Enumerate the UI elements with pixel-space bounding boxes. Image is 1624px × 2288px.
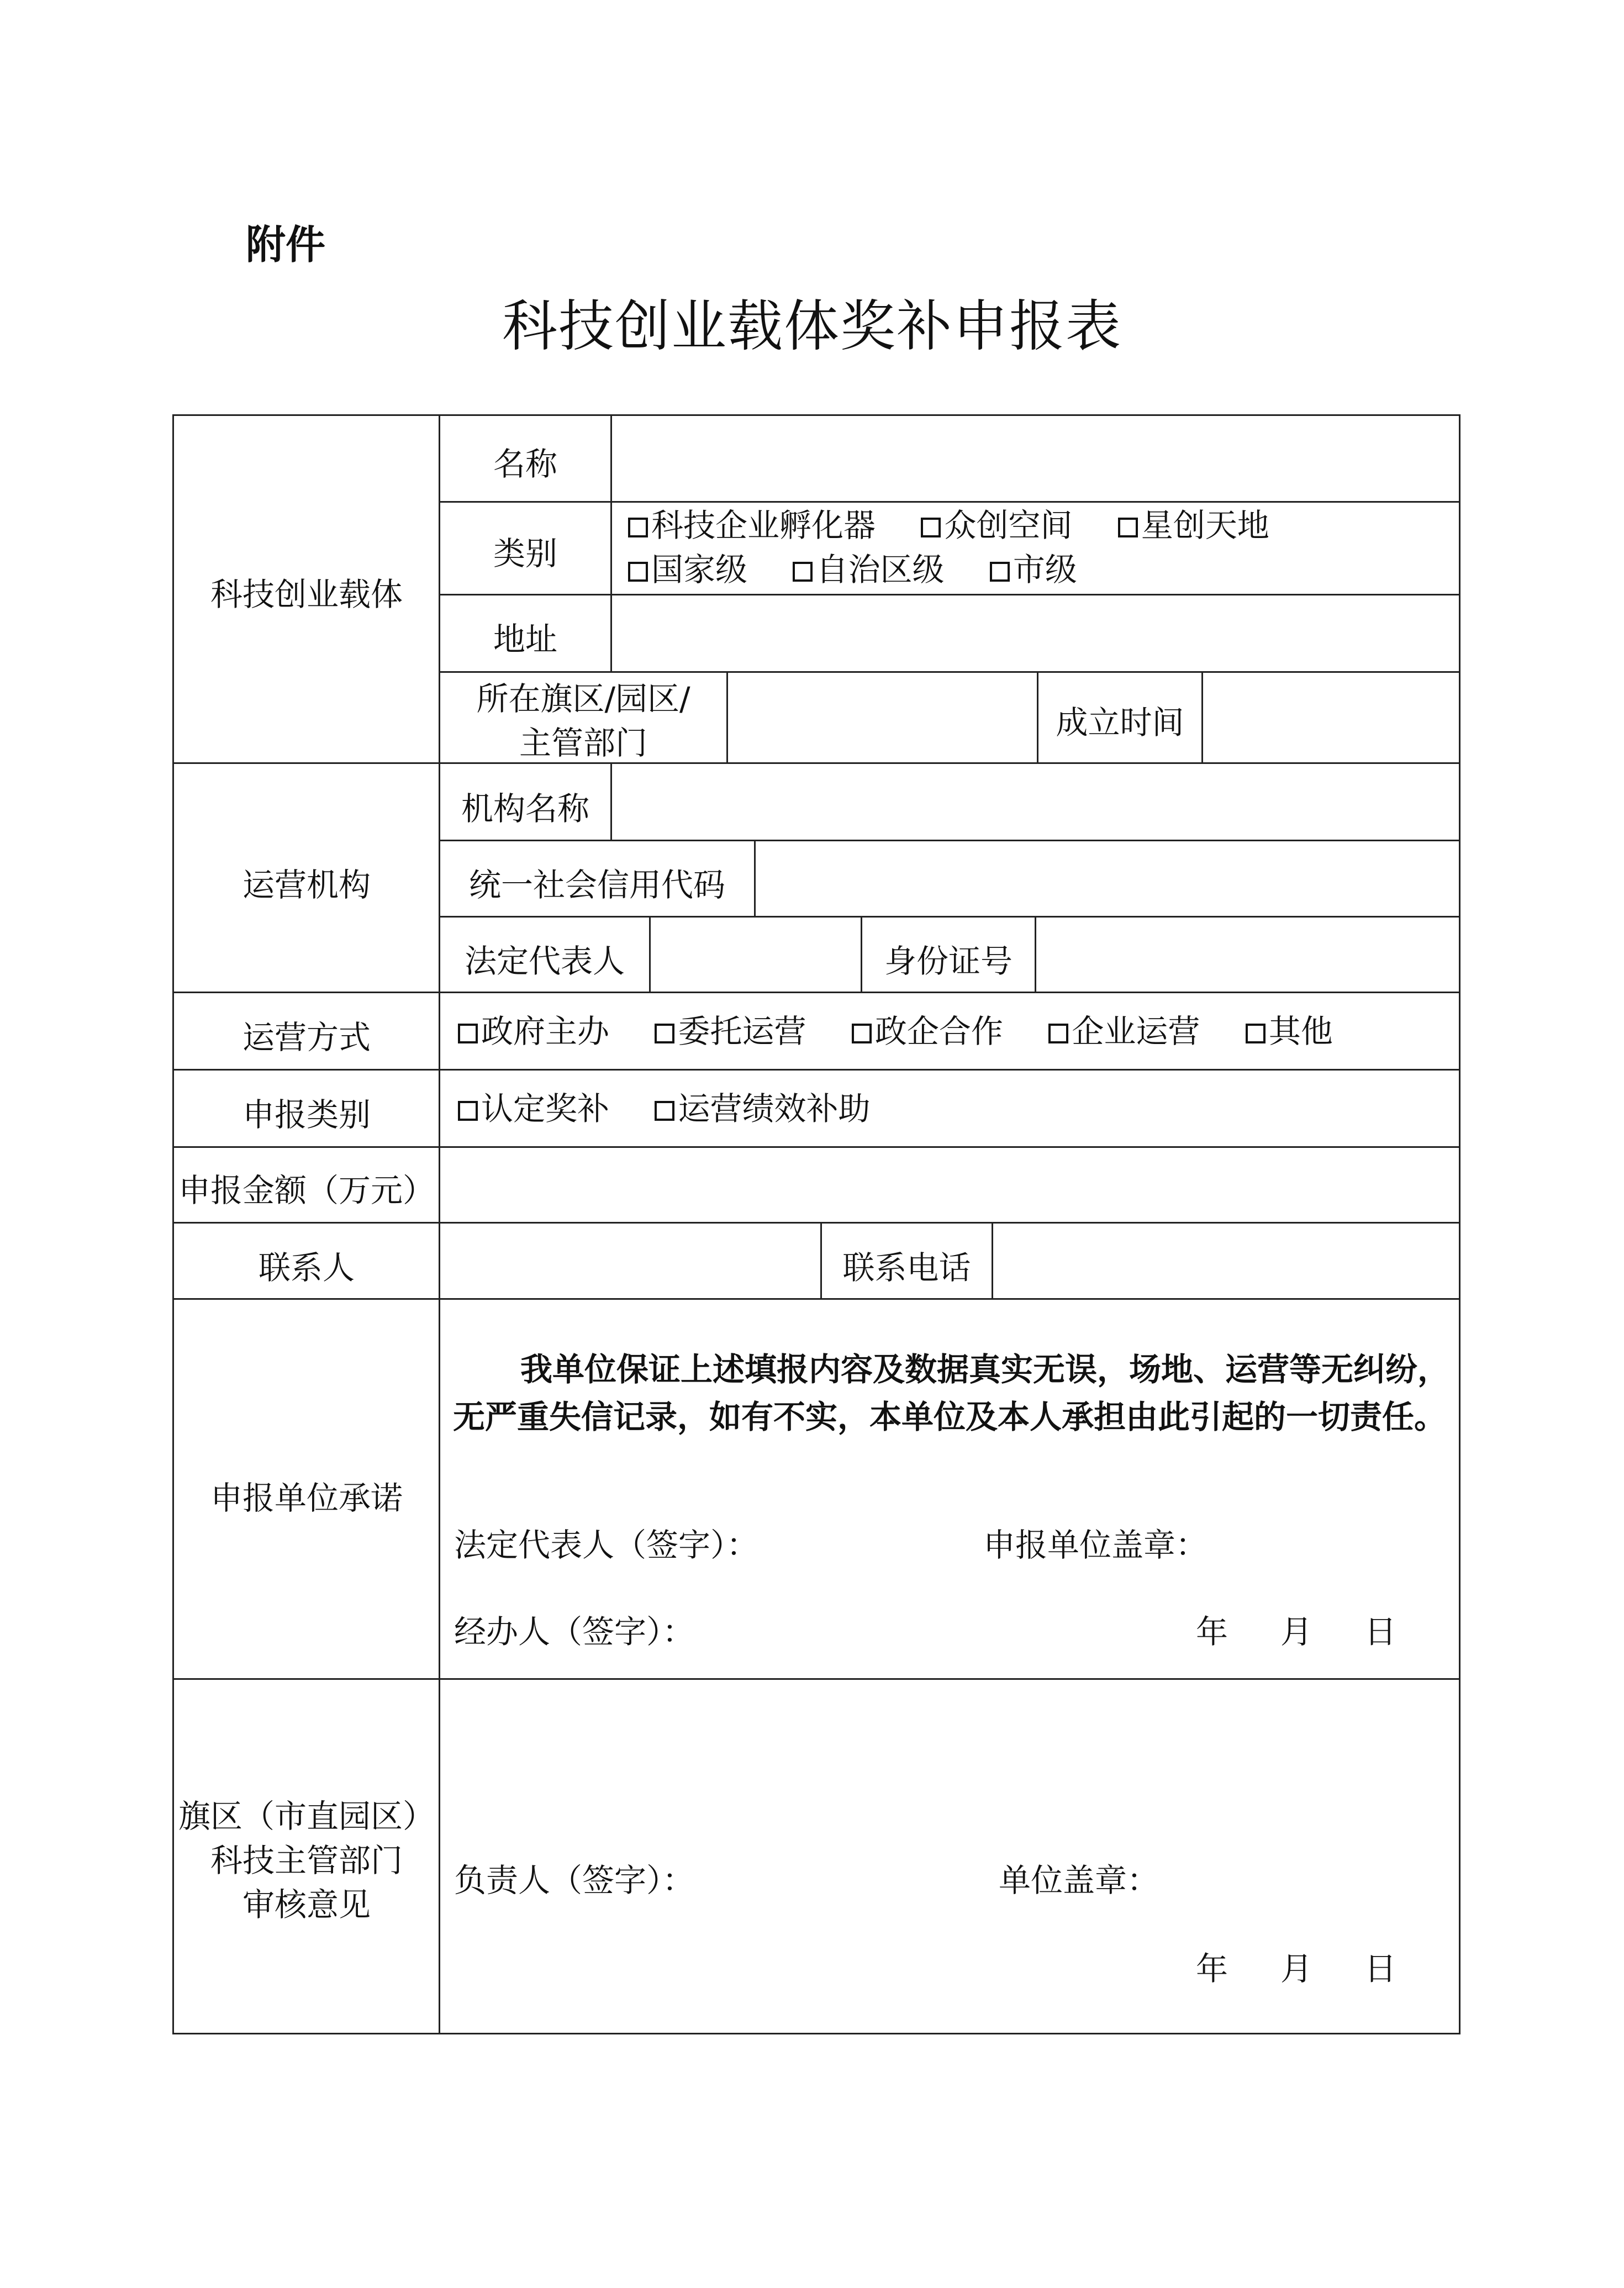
- option-label: 国家级: [651, 551, 748, 588]
- option-label: 市级: [1013, 551, 1077, 588]
- review-year: 年: [1196, 1950, 1228, 1987]
- table-border-top: [172, 414, 1460, 416]
- contact-field[interactable]: [447, 1230, 812, 1291]
- application-type-label: 申报类别: [242, 1096, 371, 1134]
- contact-label: 联系人: [258, 1249, 355, 1287]
- section-divider: [172, 762, 1460, 764]
- review-label: [174, 1794, 439, 1927]
- commitment-day: 日: [1364, 1613, 1397, 1651]
- row-divider: [439, 671, 1460, 673]
- district-field[interactable]: [735, 679, 1027, 754]
- checkbox[interactable]: [921, 518, 941, 537]
- district-label-line1: 所在旗区/园区/: [476, 680, 690, 718]
- cell-divider: [610, 762, 612, 841]
- category-option-incubator[interactable]: [628, 507, 876, 544]
- review-label-line3: 审核意见: [242, 1886, 371, 1924]
- id-label: 身份证号: [884, 942, 1013, 980]
- cell-divider: [1035, 916, 1036, 993]
- cell-divider: [1201, 671, 1203, 763]
- section-divider: [172, 1298, 1460, 1300]
- option-label: 委托运营: [678, 1013, 806, 1050]
- level-option-city[interactable]: [990, 551, 1077, 588]
- review-label-line1: 旗区（市直园区）: [178, 1797, 435, 1835]
- cell-divider: [754, 840, 756, 918]
- row-divider: [439, 501, 1460, 503]
- commitment-year: 年: [1196, 1613, 1228, 1651]
- operation-option-entrusted[interactable]: [655, 1013, 806, 1050]
- org-name-field[interactable]: [619, 771, 1447, 831]
- row-divider: [439, 594, 1460, 595]
- commitment-text-line2: 无严重失信记录，如有不实，本单位及本人承担由此引起的一切责任。: [453, 1398, 1447, 1436]
- option-label: 运营绩效补助: [678, 1090, 871, 1127]
- established-field[interactable]: [1210, 679, 1447, 754]
- row-divider: [439, 916, 1460, 918]
- cell-divider: [649, 916, 651, 993]
- section-divider: [172, 992, 1460, 993]
- established-label: 成立时间: [1056, 704, 1184, 741]
- id-field[interactable]: [1044, 924, 1447, 984]
- level-options: [628, 553, 1077, 586]
- operation-mode-label: 运营方式: [242, 1019, 371, 1056]
- address-field[interactable]: [630, 602, 1447, 663]
- operation-option-partnership[interactable]: [852, 1013, 1003, 1050]
- section-divider: [172, 1678, 1460, 1680]
- option-label: 自治区级: [816, 551, 945, 588]
- handler-signature[interactable]: 经办人（签字）：: [454, 1613, 695, 1651]
- level-option-regional[interactable]: [793, 551, 944, 588]
- table-border-right: [1459, 414, 1460, 2034]
- checkbox[interactable]: [655, 1024, 674, 1043]
- option-label: 认定奖补: [481, 1090, 610, 1127]
- commitment-label: 申报单位承诺: [210, 1479, 403, 1517]
- checkbox[interactable]: [1246, 1024, 1266, 1043]
- cell-divider: [992, 1222, 993, 1299]
- category-options: [628, 507, 1269, 544]
- phone-label: 联系电话: [842, 1249, 971, 1287]
- operation-option-other[interactable]: [1246, 1013, 1333, 1050]
- category-option-makerspace[interactable]: [921, 507, 1072, 544]
- district-label: [440, 677, 726, 765]
- amount-label: 申报金额（万元）: [178, 1172, 435, 1209]
- category-option-xingchuang[interactable]: [1118, 507, 1269, 544]
- amount-field[interactable]: [447, 1154, 1447, 1215]
- review-month: 月: [1280, 1950, 1313, 1987]
- checkbox[interactable]: [655, 1101, 674, 1121]
- legal-rep-signature[interactable]: 法定代表人（签字）：: [454, 1526, 759, 1564]
- attachment-label: 附件: [246, 222, 326, 268]
- checkbox[interactable]: [458, 1024, 478, 1043]
- credit-code-label: 统一社会信用代码: [468, 866, 725, 904]
- operation-option-enterprise[interactable]: [1048, 1013, 1200, 1050]
- name-label: 名称: [493, 445, 557, 483]
- checkbox[interactable]: [990, 562, 1010, 582]
- application-option-performance[interactable]: [655, 1090, 870, 1127]
- table-border-left: [172, 414, 174, 2034]
- commitment-month: 月: [1280, 1613, 1313, 1651]
- section-divider: [172, 1222, 1460, 1224]
- operator-section-label: 运营机构: [242, 866, 371, 904]
- responsible-signature[interactable]: 负责人（签字）：: [454, 1862, 695, 1899]
- table-border-bottom: [172, 2033, 1460, 2034]
- application-type-options: [458, 1090, 871, 1127]
- review-label-line2: 科技主管部门: [210, 1842, 403, 1880]
- address-label: 地址: [493, 620, 557, 658]
- review-day: 日: [1364, 1950, 1397, 1987]
- option-label: 星创天地: [1141, 507, 1269, 544]
- application-option-certification[interactable]: [458, 1090, 609, 1127]
- option-label: 科技企业孵化器: [651, 507, 876, 544]
- option-label: 企业运营: [1072, 1013, 1200, 1050]
- section-divider: [172, 1146, 1460, 1148]
- row-divider: [439, 840, 1460, 841]
- district-label-line2: 主管部门: [519, 724, 647, 762]
- option-label: 众创空间: [944, 507, 1073, 544]
- checkbox[interactable]: [793, 562, 813, 582]
- legal-rep-field[interactable]: [657, 924, 851, 984]
- operation-option-government[interactable]: [458, 1013, 609, 1050]
- checkbox[interactable]: [628, 562, 648, 582]
- level-option-national[interactable]: [628, 551, 747, 588]
- name-field[interactable]: [630, 436, 1447, 492]
- form-title: 科技创业载体奖补申报表: [502, 294, 1122, 359]
- section-divider: [172, 1069, 1460, 1071]
- cell-divider: [610, 414, 612, 673]
- org-name-label: 机构名称: [461, 790, 589, 827]
- operation-mode-options: [458, 1013, 1333, 1050]
- checkbox[interactable]: [628, 518, 648, 537]
- category-label: 类别: [493, 535, 557, 572]
- checkbox[interactable]: [1118, 518, 1138, 537]
- credit-code-field[interactable]: [762, 848, 1447, 909]
- carrier-section-label: 科技创业载体: [210, 576, 403, 613]
- cell-divider: [726, 671, 728, 763]
- checkbox[interactable]: [1048, 1024, 1068, 1043]
- phone-field[interactable]: [1000, 1230, 1447, 1291]
- checkbox[interactable]: [852, 1024, 872, 1043]
- unit-seal[interactable]: 单位盖章：: [999, 1862, 1159, 1899]
- option-label: 政企合作: [874, 1013, 1003, 1050]
- option-label: 其他: [1268, 1013, 1333, 1050]
- commitment-text-line1: 我单位保证上述填报内容及数据真实无误，场地、运营等无纠纷，: [520, 1351, 1450, 1388]
- applicant-seal[interactable]: 申报单位盖章：: [983, 1526, 1208, 1564]
- checkbox[interactable]: [458, 1101, 478, 1121]
- legal-rep-label: 法定代表人: [464, 942, 625, 980]
- option-label: 政府主办: [481, 1013, 610, 1050]
